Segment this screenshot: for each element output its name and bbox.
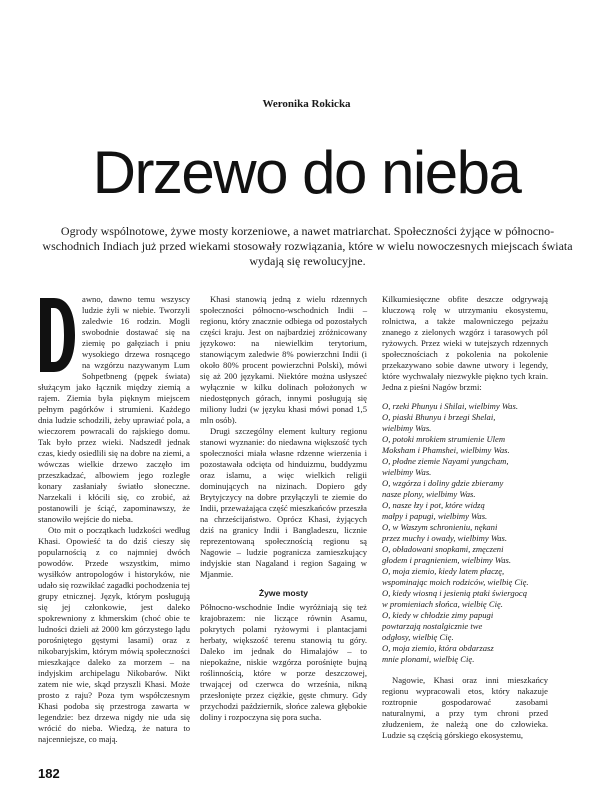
poem-line: O, potoki mrokiem strumienie Ulem [382,434,506,444]
text-column-2 [200,294,367,723]
poem-line: O, kiedy wiosną i jesienią ptaki świergocą [382,588,528,598]
poem-line: mnie plonami, wielbię Cię. [382,654,475,664]
poem-line: wielbimy Was. [382,467,432,477]
article-lead: Ogrody wspólnotowe, żywe mosty korzeniowe, a nawet matriarchat. Społeczności żyjące w północno-wschodnich Indiach już przed wiekami stosowały rozwiązania, które w wielu nowoczesnych miejscach świata wydają się rewolucyjne. [42,224,573,268]
poem-line: O, płodne ziemie Nayami yungcham, [382,456,509,466]
dropcap-letter-d [38,296,76,374]
poem-line: w promieniach słońca, wielbię Cię. [382,599,503,609]
paragraph: Drugi szczególny element kultury regionu stanowi wyznanie: do niedawna większość tych społeczności miała własne rdzenne wierzenia i pozostawała odcięta od hinduizmu, buddyzmu oraz islamu, a więc wielkich religii dominujących na nizinach. Dopiero gdy Brytyjczycy na dobre przyłączyli te ziemie do Indii, przeważająca część mieszkańców przeszła na chrześcijaństwo. Oprócz Khasi, żyjących dziś na granicy Indii i Bangladeszu, licznie reprezentowaną społecznością regionu są Nagowie – ludzie pogranicza zamieszkujący indyjskie stan Nagaland i region Sagaing w Mjanmie. [200,426,367,579]
poem-line: Moksham i Phamshei, wielbimy Was. [382,445,510,455]
paragraph: Oto mit o początkach ludzkości według Khasi. Opowieść ta do dziś cieszy się popularnością z co najmniej dwóch powodów. Przede wszystkim, mimo wysiłków antropologów i historyków, nie udało się rozwikłać zagadki pochodzenia tej grupy etnicznej. Język, którym posługują się jej członkowie, jest daleko spokrewniony z khmerskim (choć obie te ludności dzieli aż 2000 km górzystego lądu porośniętego gęstymi lasami) oraz z nikobaryjskim, którym mówią społeczności mieszkające daleko za morzem – na indyjskim archipelagu Nikobarów. Nikt zatem nie wie, skąd przyszli Khasi. Może prosto z raju? Poza tym współczesnym Khasi podoba się przestroga zawarta w legendzie: bez drzewa nigdy nie uda się wrócić do nieba. Wiedzą, że natura to najcenniejsze, co mają. [38,525,190,744]
text-column-1 [38,294,190,745]
poem-line: małpy i papugi, wielbimy Was. [382,511,488,521]
poem-line: O, moja ziemio, która obdarzasz [382,643,494,653]
poem-line: O, wzgórza i doliny gdzie zbieramy [382,478,504,488]
poem-line: wielbimy Was. [382,423,432,433]
section-subheading: Żywe mosty [258,588,309,598]
poem-line: wspominając moich rodziców, wielbię Cię. [382,577,529,587]
poem-line: O, piaski Bhunyu i brzegi Shelai, [382,412,496,422]
poem-line: O, obładowani snopkami, zmęczeni [382,544,504,554]
page-number: 182 [38,766,60,781]
poem-line: przez muchy i owady, wielbimy Was. [382,533,507,543]
author-byline: Weronika Rokicka [262,98,351,110]
poem-line: powtarzają nostalgicznie twe [382,621,483,631]
text-column-3 [382,294,548,741]
poem-line: odgłosy, wielbię Cię. [382,632,454,642]
poem [382,401,548,665]
paragraph: Khasi stanowią jedną z wielu rdzennych społeczności północno-wschodnich Indii – regionu, który znacznie odbiega od pozostałych części kraju. Jest on najbardziej zróżnicowany językowo: na niewielkim terytorium, stanowiącym zaledwie 8% powierzchni Indii (i około 80% procent powierzchni Polski), mówi się aż 200 językami. Niektóre można usłyszeć wyłącznie w kilku dolinach położonych w niedostępnych górach, innymi posługują się miliony ludzi (w języku khasi mówi ponad 1,5 mln osób). [200,294,367,425]
poem-line: O, moja ziemio, kiedy latem płaczę, [382,566,505,576]
paragraph: Północno-wschodnie Indie wyróżniają się też krajobrazem: nie liczące równin Asamu, pokrytych polami ryżowymi i plantacjami herbaty, większość terenu stanowią tu góry. Daleko im jednak do Himalajów – to niepokaźne, niskie wzgórza porośnięte bujną roślinnością, które w porze deszczowej, trwającej od czerwca do września, nikną przesłonięte przez ciężkie, gęste chmury. Gdy przychodzi październik, słońce zalewa głębokie doliny i rozpoczyna się pora sucha. [200,602,367,722]
poem-line: głodem i pragnieniem, wielbimy Was. [382,555,512,565]
poem-line: nasze plony, wielbimy Was. [382,489,476,499]
paragraph: awno, dawno temu wszyscy ludzie żyli w niebie. Tworzyli zaledwie 16 rodzin. Mogli swobodnie dostawać się na ziemię po gałęziach i pniu wysokiego drzewa rosnącego na wzgórzu nazywanym Lum Sohpetbneng (pępek świata) służącym jako łącznik między ziemią a rajem. Ziemia była pięknym miejscem pełnym pagórków i strumieni. Każdego dnia ludzie schodzili, żeby uprawiać pola, a wieczorem powracali do rajskiego domu. Tak było przez wieki. Nadszedł jednak czas, kiedy osiedlili się na dobre na ziemi, a wówczas wielkie drzewo zaczęło im przeszkadzać, albowiem jego rozległe konary zasłaniały światło słoneczne. Narzekali i kłócili się, co zrobić, aż postanowili je ściąć, zapominawszy, że stanowiło wejście do nieba. [38,294,190,524]
poem-line: O, nasze łzy i pot, które widzą [382,500,485,510]
poem-line: O, rzeki Phunyu i Shilai, wielbimy Was. [382,401,518,411]
paragraph: Kilkumiesięczne obfite deszcze odgrywają kluczową rolę w utrzymaniu ekosystemu, rolnictwa, a także malowniczego pejzażu znanego z zielonych wzgórz i tarasowych pól ryżowych. Przez wieki w tutejszych rdzennych społecznościach z pokolenia na pokolenie przekazywano sobie dawne utwory i legendy, które wychwalały niezwykłe piękno tych krain. Jedna z pieśni Nagów brzmi: [382,294,548,392]
article-title: Drzewo do nieba [92,139,521,206]
poem-line: O, w Waszym schronieniu, nękani [382,522,498,532]
poem-line: O, kiedy w chłodzie zimy papugi [382,610,494,620]
paragraph: Nagowie, Khasi oraz inni mieszkańcy regionu wypracowali etos, który nakazuje roztropnie gospodarować zasobami naturalnymi, a przy tym chroni przed złudzeniem, że należą one do człowieka. Ludzie są częścią górskiego ekosystemu, [382,675,548,740]
